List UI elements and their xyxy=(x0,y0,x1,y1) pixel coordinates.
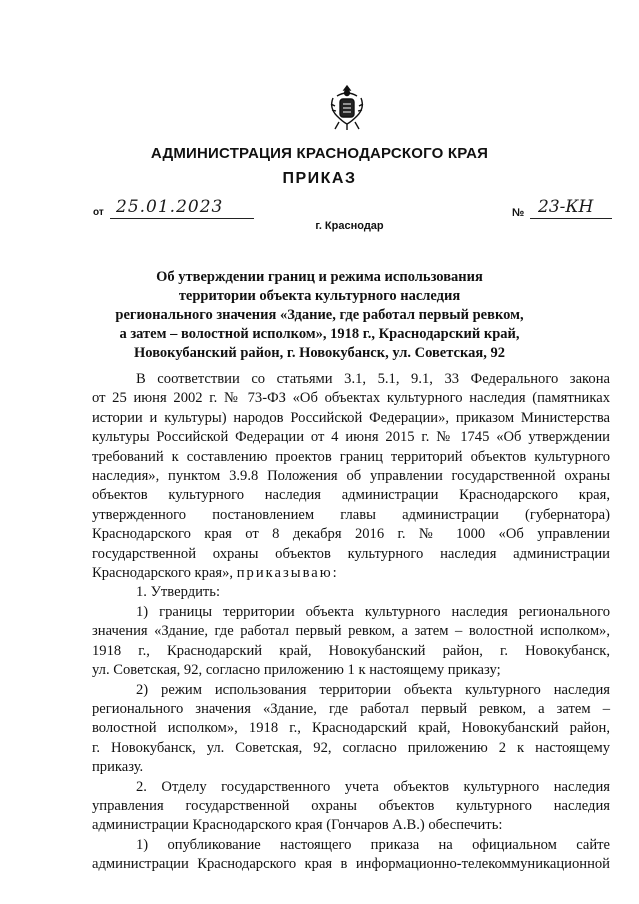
document-body xyxy=(92,370,610,875)
body-line xyxy=(92,564,610,583)
item-1-2-line: регионального значения «Здание, где работал первый ревком, а затем – xyxy=(92,700,610,717)
item-1-2-line: волостной исполком», 1918 г., Краснодарский край, Новокубанский район, xyxy=(92,720,610,737)
item-2-1-line: администрации Краснодарского края в информационно-телекоммуникационной xyxy=(92,856,610,873)
item-1-1-line: ул. Советская, 92, согласно приложению 1 к настоящему приказу; xyxy=(92,662,501,679)
heading-line: Об утверждении границ и режима использования xyxy=(156,269,483,285)
item-1-2-line: 2) режим использования территории объекта культурного наследия xyxy=(136,681,610,698)
body-line: от 25 июня 2002 г. № 73-ФЗ «Об объектах культурного наследия (памятниках xyxy=(92,390,610,407)
date-label: от xyxy=(93,207,104,218)
heading-line: Новокубанский район, г. Новокубанск, ул. Советская, 92 xyxy=(134,345,505,361)
body-line-text: Краснодарского края», xyxy=(92,565,234,582)
body-line: требований к составлению проектов границ территорий объектов культурного xyxy=(92,448,610,465)
body-line: наследия», пунктом 3.9.8 Положения об управлении государственной охраны xyxy=(92,468,610,485)
item-1-2-line: г. Новокубанск, ул. Советская, 92, согласно приложению 2 к настоящему xyxy=(92,739,610,756)
item-2-line: управления государственной охраны объектов культурного наследия xyxy=(92,797,610,814)
body-line: Краснодарского края от 8 декабря 2016 г. № 1000 «Об управлении xyxy=(92,526,610,543)
heading-line: территории объекта культурного наследия xyxy=(178,288,461,304)
coat-of-arms-icon xyxy=(327,82,367,132)
body-line: В соответствии со статьями 3.1, 5.1, 9.1, 33 Федерального закона xyxy=(136,371,610,387)
body-line: объектов культурного наследия администрации Краснодарского края, xyxy=(92,487,610,504)
body-line: государственной охраны объектов культурного наследия администрации xyxy=(92,545,610,562)
heading-line: регионального значения «Здание, где работал первый ревком, xyxy=(115,307,524,323)
item-1-1-line: значения «Здание, где работал первый ревком, а затем – волостной исполком», xyxy=(92,623,610,640)
number-label: № xyxy=(512,207,525,219)
item-1-1-line: 1) границы территории объекта культурного наследия регионального xyxy=(136,603,610,620)
date-handwritten: 25.01.2023 xyxy=(110,196,254,219)
item-2-1-line: 1) опубликование настоящего приказа на официальном сайте xyxy=(136,836,610,853)
item-2-line: администрации Краснодарского края (Гончаров А.В.) обеспечить: xyxy=(92,817,503,834)
item-2-line: 2. Отделу государственного учета объектов культурного наследия xyxy=(136,778,610,795)
body-line: утвержденного постановлением главы администрации (губернатора) xyxy=(92,506,610,523)
order-word: приказываю: xyxy=(236,565,339,582)
number-handwritten: 23-КН xyxy=(530,196,612,219)
item-1: 1. Утвердить: xyxy=(136,584,221,601)
administration-title: АДМИНИСТРАЦИЯ КРАСНОДАРСКОГО КРАЯ xyxy=(150,145,489,162)
body-line: культуры Российской Федерации от 4 июня 2015 г. № 1745 «Об утверждении xyxy=(92,429,610,446)
item-1-2-line: приказу. xyxy=(92,759,144,776)
document-type-title: ПРИКАЗ xyxy=(282,170,357,187)
city-label: г. Краснодар xyxy=(315,220,384,232)
document-heading xyxy=(70,268,569,363)
body-line: истории и культуры) народов Российской Федерации», приказом Министерства xyxy=(92,409,610,426)
item-1-1-line: 1918 г., Краснодарский край, Новокубанский район, г. Новокубанск, xyxy=(92,642,610,659)
heading-line: а затем – волостной исполком», 1918 г., Краснодарский край, xyxy=(119,326,520,342)
